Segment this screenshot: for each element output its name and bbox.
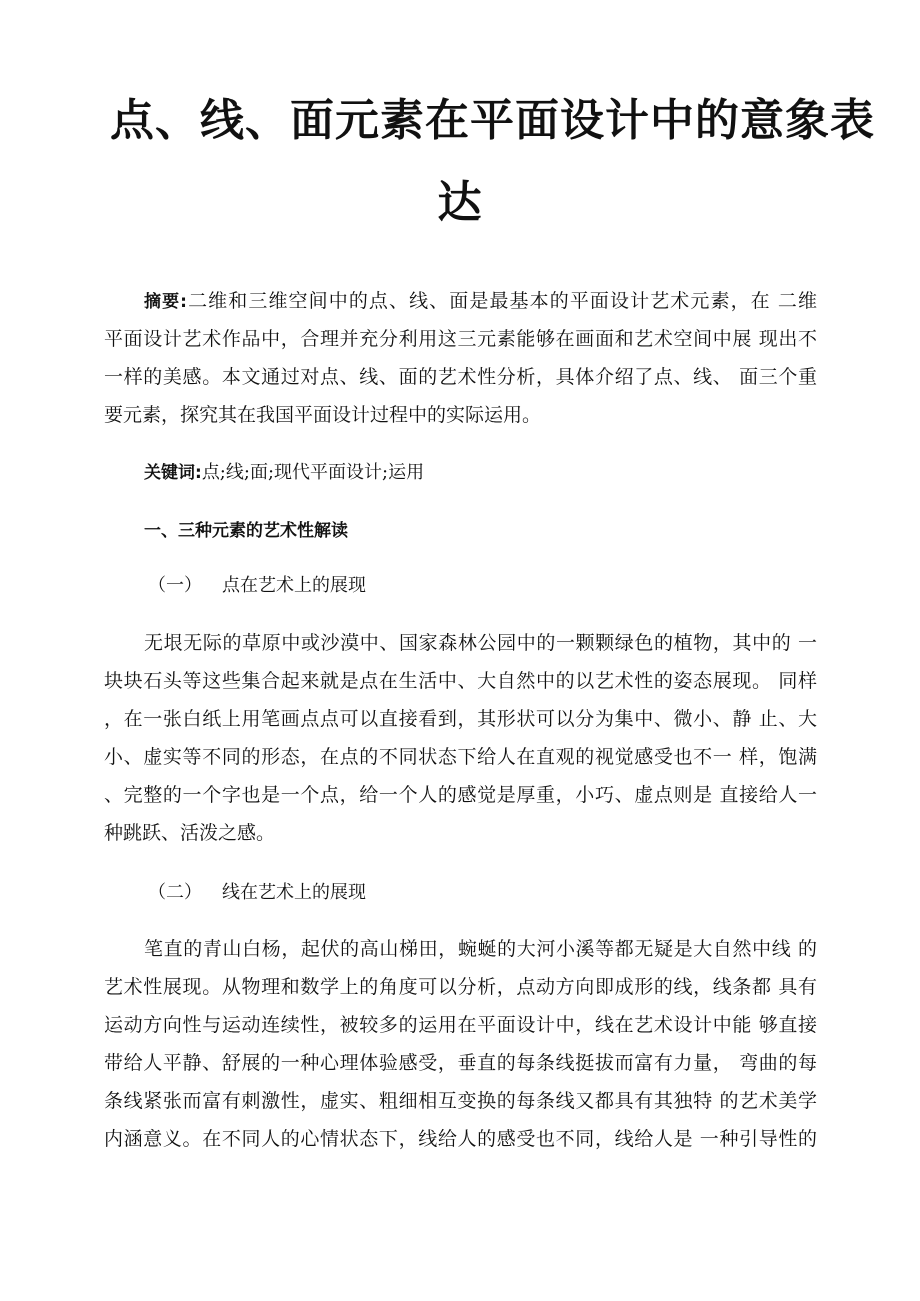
abstract-label: 摘要: xyxy=(144,292,187,312)
section-heading-1: 一、三种元素的艺术性解读 xyxy=(144,521,348,541)
abstract-line-2: 平面设计艺术作品中，合理并充分利用这三元素能够在画面和艺术空间中展 现出不 xyxy=(104,328,817,350)
document-title-line-1: 点、线、面元素在平面设计中的意象表 xyxy=(110,95,875,146)
paragraph-1-line-6: 种跳跃、活泼之感。 xyxy=(104,822,276,844)
subsection-number-1: （一） xyxy=(148,575,202,596)
subsection-heading-1 xyxy=(148,572,366,600)
subsection-title-2: 线在艺术上的展现 xyxy=(222,882,366,903)
subsection-title-1: 点在艺术上的展现 xyxy=(222,575,366,596)
paragraph-1-line-1: 无垠无际的草原中或沙漠中、国家森林公园中的一颗颗绿色的植物，其中的 一 xyxy=(144,632,817,654)
paragraph-2-line-4: 带给人平静、舒展的一种心理体验感受，垂直的每条线挺拔而富有力量， 弯曲的每 xyxy=(104,1052,817,1074)
abstract-text-1: 二维和三维空间中的点、线、面是最基本的平面设计艺术元素，在 二维 xyxy=(186,290,817,312)
keywords-label: 关键词: xyxy=(144,463,202,483)
paragraph-1-line-5: 、完整的一个字也是一个点，给一个人的感觉是厚重，小巧、虚点则是 直接给人一 xyxy=(104,784,817,806)
subsection-heading-2 xyxy=(148,879,366,907)
abstract-line-1 xyxy=(144,287,817,316)
abstract-line-3: 一样的美感。本文通过对点、线、面的艺术性分析，具体介绍了点、线、 面三个重 xyxy=(104,366,817,388)
subsection-number-2: （二） xyxy=(148,882,202,903)
paragraph-1-line-2: 块块石头等这些集合起来就是点在生活中、大自然中的以艺术性的姿态展现。 同样 xyxy=(104,670,817,692)
paragraph-2-line-3: 运动方向性与运动连续性，被较多的运用在平面设计中，线在艺术设计中能 够直接 xyxy=(104,1014,817,1036)
paragraph-1-line-3: ，在一张白纸上用笔画点点可以直接看到，其形状可以分为集中、微小、静 止、大 xyxy=(104,708,817,730)
paragraph-2-line-1: 笔直的青山白杨，起伏的高山梯田，蜿蜒的大河小溪等都无疑是大自然中线 的 xyxy=(144,938,817,960)
document-title-line-2: 达 xyxy=(437,177,483,228)
paragraph-2-line-2: 艺术性展现。从物理和数学上的角度可以分析，点动方向即成形的线，线条都 具有 xyxy=(104,976,817,998)
paragraph-2-line-6: 内涵意义。在不同人的心情状态下，线给人的感受也不同，线给人是 一种引导性的 xyxy=(104,1128,817,1150)
abstract-line-4: 要元素，探究其在我国平面设计过程中的实际运用。 xyxy=(104,404,542,426)
keywords-value: 点;线;面;现代平面设计;运用 xyxy=(201,462,425,483)
paragraph-1-line-4: 小、虚实等不同的形态，在点的不同状态下给人在直观的视觉感受也不一 样，饱满 xyxy=(104,746,817,768)
keywords-line xyxy=(144,459,424,487)
paragraph-2-line-5: 条线紧张而富有刺激性，虚实、粗细相互变换的每条线又都具有其独特 的艺术美学 xyxy=(104,1090,817,1112)
